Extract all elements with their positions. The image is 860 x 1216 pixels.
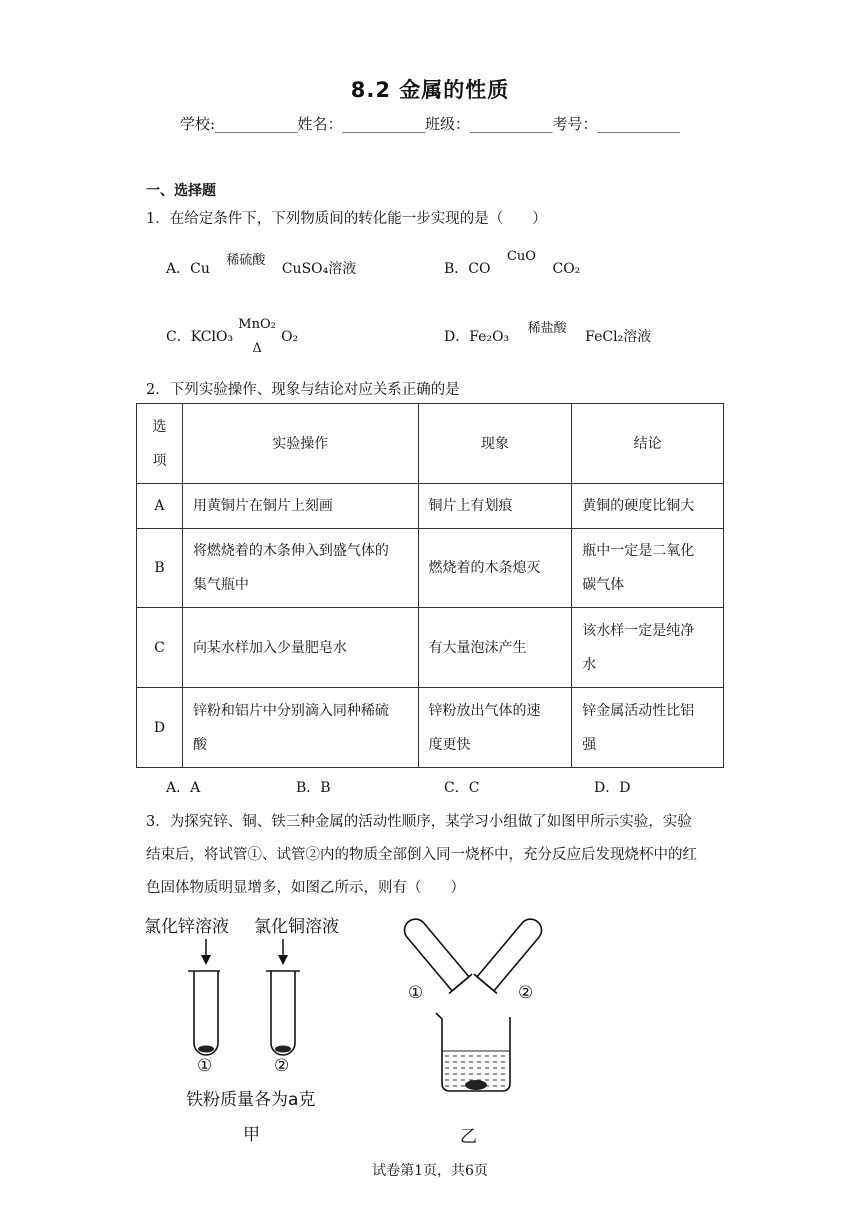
row-d-conclusion-line1: 锌金属活动性比铝 — [582, 702, 695, 719]
figure-yi-beaker — [380, 915, 580, 1115]
q1-c-product: O₂ — [281, 329, 299, 345]
iron-mass-note: 铁粉质量各为a克 — [186, 1090, 316, 1110]
header-conclusion: 结论 — [572, 404, 724, 484]
row-b-phenomenon: 燃烧着的木条熄灭 — [418, 529, 572, 608]
table-header-row — [137, 404, 724, 484]
q1-c-condition: Δ — [252, 341, 262, 356]
tilted-tube-2 — [474, 915, 549, 993]
q1-d-label: D．Fe₂O₃ — [444, 329, 510, 345]
q2-answer-b: B．B — [296, 780, 331, 796]
page-title: 8.2 金属的性质 — [350, 78, 510, 102]
row-a-option: A — [137, 484, 183, 529]
tilted-tube-1 — [397, 915, 472, 993]
school-blank: ___________ — [215, 115, 298, 133]
beaker — [436, 1013, 510, 1091]
q3-stem-line2: 结束后，将试管①、试管②内的物质全部倒入同一烧杯中，充分反应后发现烧杯中的红 — [146, 847, 697, 863]
caption-jia: 甲 — [243, 1125, 260, 1145]
label-zinc-chloride: 氯化锌溶液 — [144, 917, 229, 937]
row-b-operation-line1: 将燃烧着的木条伸入到盛气体的 — [192, 543, 389, 559]
row-d-operation — [182, 688, 418, 768]
row-d-operation-line2: 酸 — [192, 736, 207, 753]
q1-stem: 1．在给定条件下，下列物质间的转化能一步实现的是（ ） — [146, 211, 547, 227]
row-a-phenomenon: 铜片上有划痕 — [418, 484, 572, 529]
row-b-operation-line2: 集气瓶中 — [192, 577, 249, 593]
tilted-tube2-marker: ② — [518, 983, 534, 1003]
q1-option-c — [166, 317, 299, 356]
header-option — [137, 404, 183, 484]
row-b-conclusion — [572, 529, 724, 608]
name-blank: ___________ — [342, 115, 426, 133]
caption-yi: 乙 — [460, 1127, 477, 1147]
class-blank: ___________ — [470, 115, 553, 133]
row-b-conclusion-line2: 碳气体 — [582, 577, 625, 593]
row-d-conclusion — [572, 688, 724, 768]
label-copper-chloride: 氯化铜溶液 — [254, 917, 339, 937]
exam-no-label: 考号： — [552, 115, 598, 133]
row-b-conclusion-line1: 瓶中一定是二氧化 — [582, 543, 695, 559]
row-d-phenomenon-line1: 锌粉放出气体的速 — [428, 702, 541, 719]
row-d-phenomenon-line2: 度更快 — [428, 736, 471, 753]
row-c-option: C — [137, 608, 183, 688]
q1-b-reagent: CuO — [506, 249, 536, 264]
student-info-line — [0, 113, 860, 134]
q1-d-product: FeCl₂溶液 — [585, 329, 652, 345]
q1-option-b — [444, 249, 581, 278]
q1-b-product: CO₂ — [552, 261, 581, 277]
row-a-operation: 用黄铜片在铜片上刻画 — [182, 484, 418, 529]
row-b-option: B — [137, 529, 183, 608]
q3-stem-line3: 色固体物质明显增多，如图乙所示，则有（ ） — [146, 880, 465, 896]
q1-b-label: B．CO — [444, 261, 491, 277]
header-option-line1: 选 — [152, 418, 167, 435]
table-row — [137, 688, 724, 768]
header-operation: 实验操作 — [182, 404, 418, 484]
header-phenomenon: 现象 — [418, 404, 572, 484]
q2-answer-a: A．A — [166, 780, 201, 796]
table-row — [137, 484, 724, 529]
row-c-conclusion-line2: 水 — [582, 656, 597, 673]
row-d-operation-line1: 锌粉和铝片中分别滴入同种稀硫 — [192, 702, 389, 719]
class-label: 班级： — [425, 115, 471, 133]
row-c-operation: 向某水样加入少量肥皂水 — [182, 608, 418, 688]
q1-option-a — [166, 253, 357, 278]
row-d-option: D — [137, 688, 183, 768]
section-heading: 一、选择题 — [146, 183, 216, 199]
q1-d-reagent: 稀盐酸 — [527, 321, 567, 336]
table-row — [137, 529, 724, 608]
test-tube-1 — [188, 971, 220, 1055]
test-tube-2 — [266, 971, 300, 1055]
tube1-marker: ① — [197, 1056, 213, 1076]
row-c-phenomenon: 有大量泡沫产生 — [418, 608, 572, 688]
arrow-down-icon — [201, 939, 211, 965]
name-label: 姓名： — [297, 115, 343, 133]
q3-stem-line1: 3．为探究锌、铜、铁三种金属的活动性顺序，某学习小组做了如图甲所示实验，实验 — [146, 814, 692, 830]
row-d-phenomenon — [418, 688, 572, 768]
experiment-table — [136, 403, 724, 768]
q1-a-reagent: 稀硫酸 — [226, 253, 266, 268]
exam-no-blank: ___________ — [597, 115, 681, 133]
row-c-conclusion-line1: 该水样一定是纯净 — [582, 622, 695, 639]
page-footer: 试卷第1页，共6页 — [372, 1163, 488, 1179]
q1-c-label: C．KClO₃ — [166, 329, 234, 345]
row-c-conclusion — [572, 608, 724, 688]
q1-option-d — [444, 321, 652, 346]
q1-a-product: CuSO₄溶液 — [281, 261, 357, 277]
q1-a-label: A．Cu — [166, 261, 210, 277]
figure-jia-tubes — [140, 935, 380, 1085]
row-d-conclusion-line2: 强 — [582, 736, 597, 753]
header-option-line2: 项 — [152, 452, 167, 469]
tilted-tube1-marker: ① — [408, 983, 424, 1003]
q2-answer-c: C．C — [444, 780, 480, 796]
q2-answer-d: D．D — [594, 780, 631, 796]
arrow-down-icon — [278, 939, 288, 965]
q1-c-reagent: MnO₂ — [238, 317, 276, 332]
school-label: 学校: — [179, 115, 215, 133]
row-b-operation — [182, 529, 418, 608]
row-a-conclusion: 黄铜的硬度比铜大 — [572, 484, 724, 529]
table-row — [137, 608, 724, 688]
tube2-marker: ② — [274, 1056, 290, 1076]
q2-stem: 2．下列实验操作、现象与结论对应关系正确的是 — [146, 382, 460, 398]
